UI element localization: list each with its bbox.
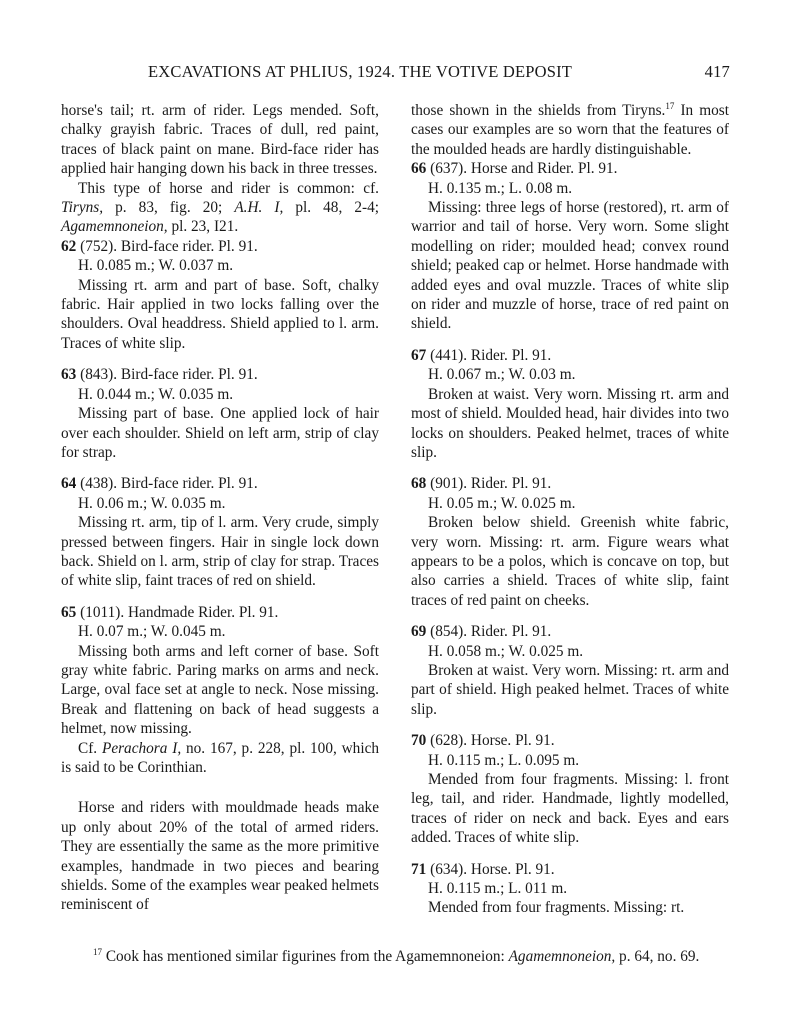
entry-dimensions: H. 0.115 m.; L. 011 m.: [428, 880, 568, 898]
right-column: [411, 101, 729, 918]
running-head-title: EXCAVATIONS AT PHLIUS, 1924. THE VOTIVE DEPOSIT: [148, 62, 573, 81]
common-note: This type of horse and rider is common: cf. Tiryns, p. 83, fig. 20; A.H. I, pl. 48, 2-4; Agamemnoneion, pl. 23, I21.: [61, 179, 379, 236]
catalog-entry-62: [61, 237, 379, 353]
entry-dimensions: H. 0.044 m.; W. 0.035 m.: [78, 385, 234, 403]
entry-dimensions: H. 0.058 m.; W. 0.025 m.: [428, 642, 584, 660]
entry-dimensions: H. 0.135 m.; L. 0.08 m.: [428, 179, 573, 197]
footnote-number: 17: [93, 947, 102, 958]
entry-description: Mended from four fragments. Missing: l. front leg, tail, and rider. Handmade, lightly modelled, traces of rider on neck and back. Eyes and ears added. Traces of white slip.: [411, 771, 729, 847]
entry-description: Missing rt. arm, tip of l. arm. Very crude, simply pressed between fingers. Hair in single lock down back. Shield on l. arm, strip of clay for strap. Traces of white slip, faint traces of red on shield.: [61, 514, 379, 590]
entry-heading: 63 (843). Bird-face rider. Pl. 91.: [61, 366, 258, 384]
page-number: 417: [704, 62, 730, 81]
entry-description: Mended from four fragments. Missing: rt.: [428, 899, 685, 917]
entry-description: Missing both arms and left corner of base. Soft gray white fabric. Paring marks on arms and neck. Large, oval face set at angle to neck. Nose missing. Break and flattening on back of head suggests a helmet, now missing.: [61, 642, 379, 738]
catalog-entry-64: [61, 474, 379, 590]
entry-dimensions: H. 0.085 m.; W. 0.037 m.: [78, 257, 234, 275]
catalog-entry-70: [411, 731, 729, 847]
footnote: $^{17}$ Cook has mentioned similar figurines from the Agamemnoneion: Agamemnoneion, p. 64, no. 69.: [93, 947, 700, 966]
entry-dimensions: H. 0.07 m.; W. 0.045 m.: [78, 623, 226, 641]
entry-dimensions: H. 0.067 m.; W. 0.03 m.: [428, 366, 576, 384]
entry-dimensions: H. 0.115 m.; L. 0.095 m.: [428, 751, 580, 769]
continued-text: those shown in the shields from Tiryns.$^{17}$ In most cases our examples are so worn that the features of the moulded heads are hardly distinguishable.: [411, 100, 729, 158]
entry-heading: 70 (628). Horse. Pl. 91.: [411, 732, 555, 750]
entry-heading: 66 (637). Horse and Rider. Pl. 91.: [411, 160, 618, 178]
entry-description: Broken at waist. Very worn. Missing rt. arm and most of shield. Moulded head, hair divides into two locks on shoulders. Peaked helmet, traces of white slip.: [411, 385, 729, 461]
entry-dimensions: H. 0.06 m.; W. 0.035 m.: [78, 494, 226, 512]
entry-description: Broken at waist. Very worn. Missing: rt. arm and part of shield. High peaked helmet. Traces of white slip.: [411, 661, 729, 718]
entry-heading: 69 (854). Rider. Pl. 91.: [411, 623, 552, 641]
left-column: [61, 101, 379, 915]
entry-dimensions: H. 0.05 m.; W. 0.025 m.: [428, 494, 576, 512]
entry-heading: 67 (441). Rider. Pl. 91.: [411, 346, 552, 364]
catalog-entry-63: [61, 365, 379, 462]
catalog-entry-65: [61, 603, 379, 778]
continued-text: horse's tail; rt. arm of rider. Legs mended. Soft, chalky grayish fabric. Traces of dull, red paint, traces of black paint on mane. Bird-face rider has applied hair hanging down his back in three tresses.: [61, 102, 379, 178]
footnote-marker: 17: [665, 100, 675, 111]
cf-note: Cf. Perachora I, no. 167, p. 228, pl. 100, which is said to be Corinthian.: [61, 739, 380, 776]
entry-description: Missing rt. arm and part of base. Soft, chalky fabric. Hair applied in two locks falling over the shoulders. Oval headdress. Shield applied to l. arm. Traces of white slip.: [61, 276, 379, 352]
catalog-entry-68: [411, 474, 729, 610]
catalog-entry-71: [411, 860, 729, 918]
entry-heading: 65 (1011). Handmade Rider. Pl. 91.: [61, 603, 279, 621]
entry-heading: 71 (634). Horse. Pl. 91.: [411, 860, 555, 878]
entry-heading: 68 (901). Rider. Pl. 91.: [411, 475, 552, 493]
body-paragraph: Horse and riders with mouldmade heads make up only about 20% of the total of armed riders. They are essentially the same as the more primitive examples, handmade in two pieces and bearing shields. Some of the examples wear peaked helmets reminiscent of: [61, 799, 379, 914]
catalog-entry-66: [411, 159, 729, 334]
entry-heading: 64 (438). Bird-face rider. Pl. 91.: [61, 475, 258, 493]
catalog-entry-67: [411, 346, 729, 462]
entry-heading: 62 (752). Bird-face rider. Pl. 91.: [61, 237, 258, 255]
catalog-entry-69: [411, 622, 729, 719]
entry-description: Broken below shield. Greenish white fabric, very worn. Missing: rt. arm. Figure wears what appears to be a polos, which is concave on top, but also carries a shield. Traces of white slip, faint traces of red paint on cheeks.: [411, 514, 729, 609]
entry-description: Missing part of base. One applied lock of hair over each shoulder. Shield on left arm, strip of clay for strap.: [61, 405, 379, 461]
entry-description: Missing: three legs of horse (restored), rt. arm of warrior and tail of horse. Very worn. Some slight modelling on rider; moulded head; convex round shield; peaked cap or helmet. Horse handmade with added eyes and oval muzzle. Traces of white slip on rider and muzzle of horse, trace of red paint on shield.: [411, 199, 729, 333]
